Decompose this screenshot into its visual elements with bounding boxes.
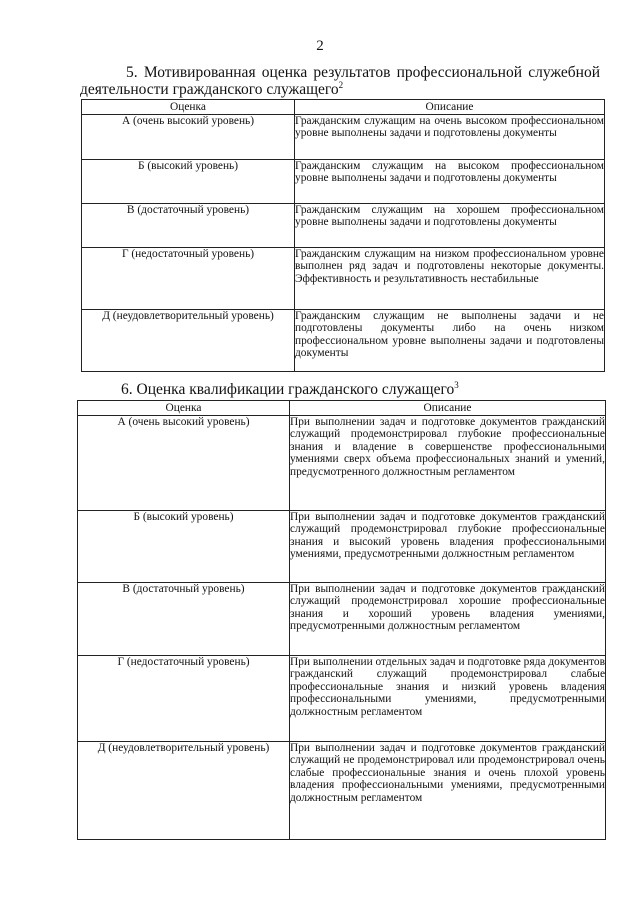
- grade-cell: А (очень высокий уровень): [78, 416, 290, 511]
- column-header-description: Описание: [295, 100, 605, 115]
- grade-cell: Д (неудовлетворительный уровень): [82, 310, 295, 372]
- table-row: [82, 310, 605, 372]
- column-header-grade: Оценка: [82, 100, 295, 115]
- description-cell: Гражданским служащим на низком профессиональном уровне выполнен ряд задач и подготовлены некоторые документы. Эффективность и результативность нестабильные: [295, 248, 605, 310]
- column-header-description: Описание: [290, 401, 606, 416]
- section5-title-text: деятельности гражданского служащего: [80, 81, 339, 98]
- table-row: [82, 204, 605, 248]
- description-cell: При выполнении задач и подготовке документов гражданский служащий не продемонстрировал или продемонстрировал очень слабые профессиональные знания и очень плохой уровень владения профессиональными умениями, предусмотренными должностным регламентом: [290, 742, 606, 840]
- column-header-grade: Оценка: [78, 401, 290, 416]
- table-header-row: [78, 401, 606, 416]
- description-cell: При выполнении отдельных задач и подготовке ряда документов гражданский служащий продемонстрировал слабые профессиональные знания и низкий уровень владения профессиональными умениями, предусмотренными должностным регламентом: [290, 656, 606, 742]
- grade-cell: Г (недостаточный уровень): [78, 656, 290, 742]
- grade-cell: В (достаточный уровень): [82, 204, 295, 248]
- grade-cell: Г (недостаточный уровень): [82, 248, 295, 310]
- grade-cell: Б (высокий уровень): [78, 511, 290, 583]
- description-cell: Гражданским служащим не выполнены задачи и не подготовлены документы либо на очень низком профессиональном уровне выполнены задачи и подготовлены документы: [295, 310, 605, 372]
- table-row: [78, 742, 606, 840]
- section5-table: [81, 99, 605, 372]
- table-row: [78, 416, 606, 511]
- table-row: [82, 248, 605, 310]
- table-header-row: [82, 100, 605, 115]
- description-cell: Гражданским служащим на высоком профессиональном уровне выполнены задачи и подготовлены документы: [295, 160, 605, 204]
- section5-footnote-mark: 2: [338, 80, 344, 90]
- table-row: [82, 115, 605, 160]
- description-cell: При выполнении задач и подготовке документов гражданский служащий продемонстрировал хорошие профессиональные знания и хороший уровень владения умениями, предусмотренными должностным регламентом: [290, 583, 606, 656]
- description-cell: При выполнении задач и подготовке документов гражданский служащий продемонстрировал глубокие профессиональные знания и владение в совершенстве профессиональными умениями сверх объема профессиональных знаний и умений, предусмотренного должностным регламентом: [290, 416, 606, 511]
- table-row: [78, 656, 606, 742]
- section6-footnote-mark: 3: [454, 380, 459, 390]
- description-cell: Гражданским служащим на хорошем профессиональном уровне выполнены задачи и подготовлены документы: [295, 204, 605, 248]
- section6-table: [77, 400, 606, 840]
- description-cell: При выполнении задач и подготовке документов гражданский служащий продемонстрировал глубокие профессиональные знания и высокий уровень владения профессиональными умениями, предусмотренными должностным регламентом: [290, 511, 606, 583]
- section5-title-line2: [80, 81, 343, 98]
- table-row: [78, 583, 606, 656]
- grade-cell: Д (неудовлетворительный уровень): [78, 742, 290, 840]
- page-number: 2: [316, 38, 324, 54]
- section6-title-text: 6. Оценка квалификации гражданского служащего: [121, 381, 455, 398]
- table-row: [82, 160, 605, 204]
- table-row: [78, 511, 606, 583]
- grade-cell: А (очень высокий уровень): [82, 115, 295, 160]
- grade-cell: Б (высокий уровень): [82, 160, 295, 204]
- section6-title: [121, 381, 459, 398]
- section5-title-line1: 5. Мотивированная оценка результатов профессиональной служебной: [126, 64, 600, 81]
- grade-cell: В (достаточный уровень): [78, 583, 290, 656]
- description-cell: Гражданским служащим на очень высоком профессиональном уровне выполнены задачи и подготовлены документы: [295, 115, 605, 160]
